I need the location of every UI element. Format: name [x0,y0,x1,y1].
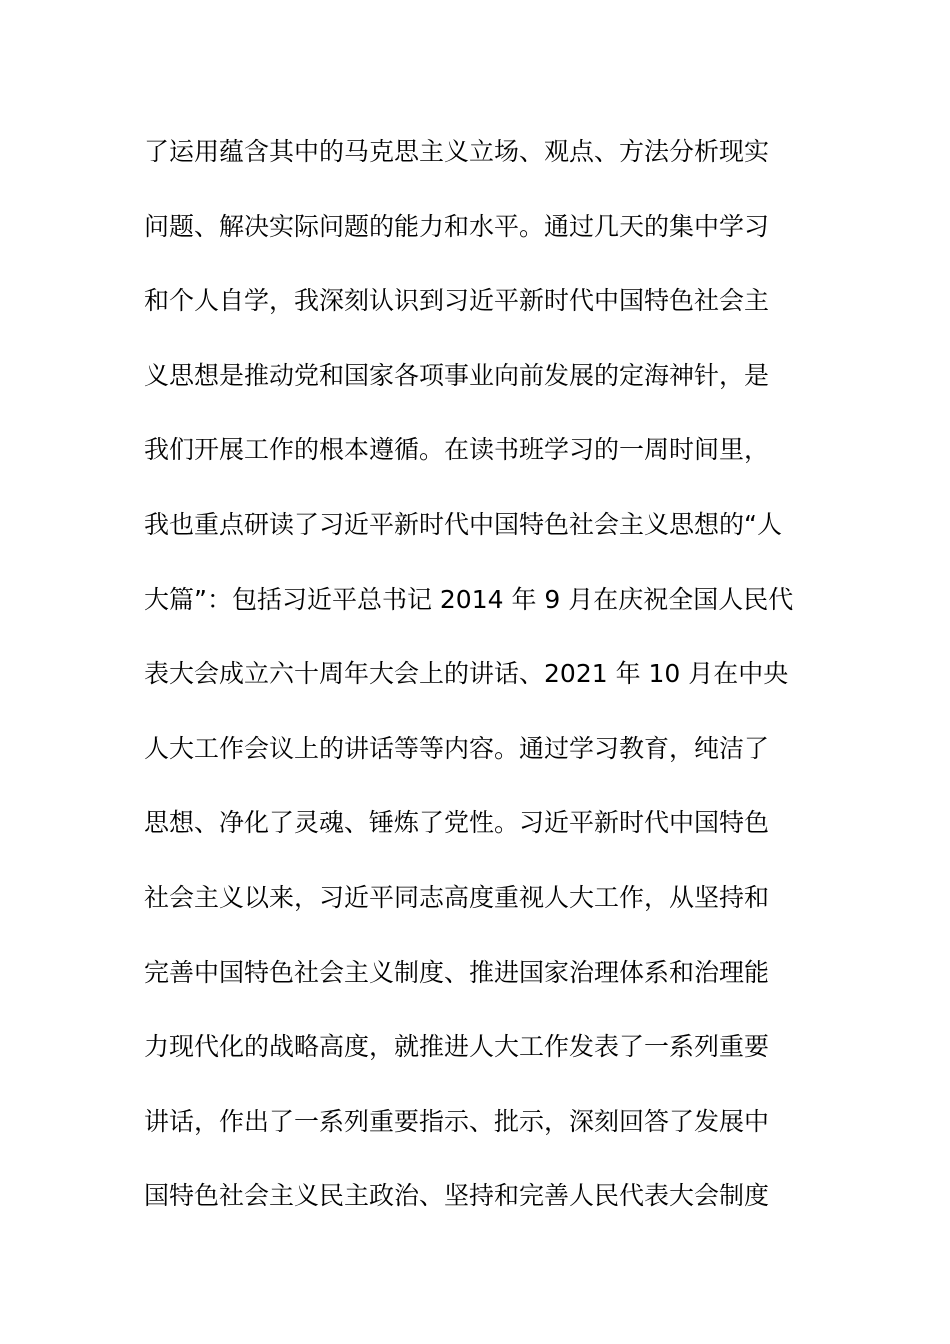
text-line: 我们开展工作的根本遵循。在读书班学习的一周时间里， [144,435,770,465]
text-line: 义思想是推动党和国家各项事业向前发展的定海神针，是 [144,360,770,390]
text-line: 和个人自学，我深刻认识到习近平新时代中国特色社会主 [144,286,770,316]
text-line: 了运用蕴含其中的马克思主义立场、观点、方法分析现实 [144,137,770,166]
text-line: 大篇”：包括习近平总书记 2014 年 9 月在庆祝全国人民代 [144,584,794,614]
text-line: 讲话，作出了一系列重要指示、批示，深刻回答了发展中 [144,1106,770,1136]
body-paragraph [144,128,824,1247]
text-line: 表大会成立六十周年大会上的讲话、2021 年 10 月在中央 [144,659,789,689]
text-line: 思想、净化了灵魂、锤炼了党性。习近平新时代中国特色 [144,808,770,838]
text-line: 社会主义以来，习近平同志高度重视人大工作，从坚持和 [144,882,770,912]
text-line: 完善中国特色社会主义制度、推进国家治理体系和治理能 [144,957,770,987]
text-line: 力现代化的战略高度，就推进人大工作发表了一系列重要 [144,1032,770,1062]
text-line: 人大工作会议上的讲话等等内容。通过学习教育，纯洁了 [144,733,770,763]
text-line: 国特色社会主义民主政治、坚持和完善人民代表大会制度 [144,1181,770,1211]
text-line: 我也重点研读了习近平新时代中国特色社会主义思想的“人 [144,509,782,539]
text-line: 问题、解决实际问题的能力和水平。通过几天的集中学习 [144,211,770,241]
